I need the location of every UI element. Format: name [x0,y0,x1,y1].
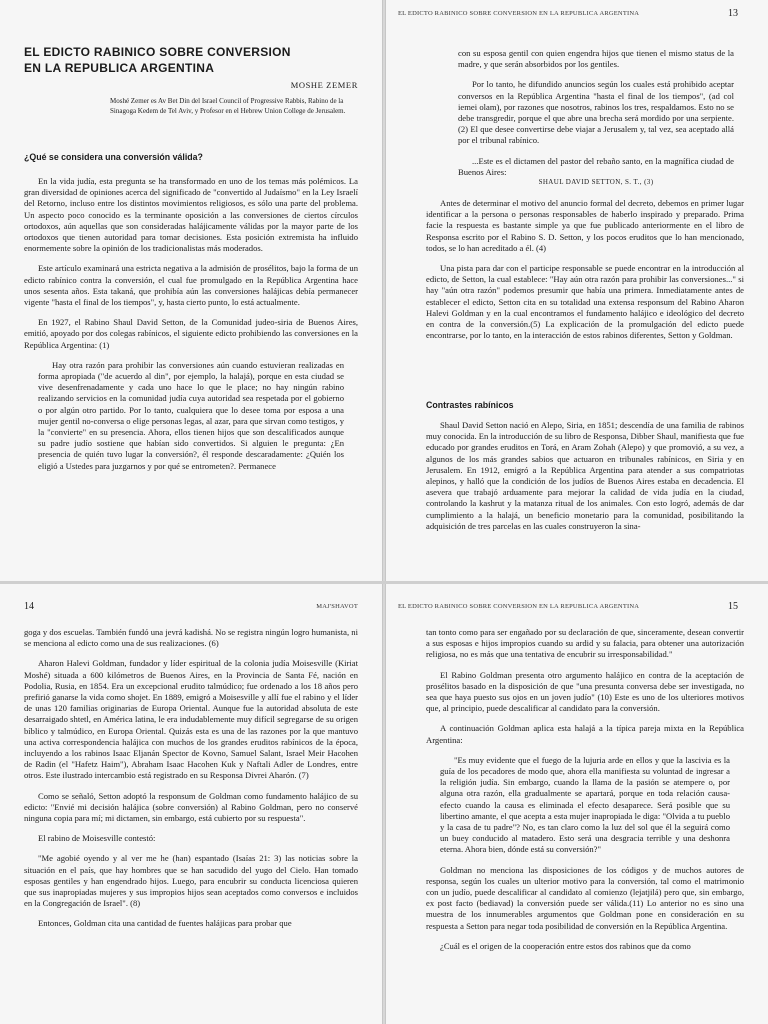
paragraph: ¿Cuál es el origen de la cooperación entre estos dos rabinos que da como [440,940,691,951]
paragraph: Este artículo examinará una estricta negativa a la admisión de prosélitos, bajo la forma de un edicto rabínico contra la conversión, el cual fue promulgado en la República Argentina hace unos sesenta años. Esta takaná, que prohibía aún las conversiones halájicas debía permanecer vigente "hasta el final de los tiempos", y, hasta cierto punto, lo está actualmente. [24,263,358,308]
paragraph: El rabino de Moisesville contestó: [38,833,156,844]
quote-paragraph: ...Este es el dictamen del pastor del rebaño santo, en la magnífica ciudad de Buenos Aires: [458,155,734,177]
body-text-2 [426,420,744,541]
page-number: 14 [24,601,34,612]
page-opening [0,0,382,583]
quote-continuation [458,48,734,187]
page-15 [386,583,768,1024]
body-text [426,627,744,961]
title-line-1: EL EDICTO RABINICO SOBRE CONVERSION [24,45,291,59]
section-heading-2 [426,400,744,410]
goldman-quote: "Es muy evidente que el fuego de la lujuria arde en ellos y que la lascivia es la guía de los pecadores de modo que, ahora ella manifiesta su voluntad de ingresar a la religión judía. Sin embargo, cuando la llama de la pasión se atempere o, por alguna otra razón, ella gradualmente se apartará, porque en toda relación causa-efecto cuando la causa es eliminada el efecto desaparece. Será posible que su libertino amante, el que acepta a esta mujer inapropiada le diga: "Olvida a tu pueblo y la casa de tu padre"? No, es tan claro como la luz del sol que él la seguirá como un buey conducido al matadero. Esto será una desgracia terrible y una deshonra eterna. Ahora bien, dónde está su conversión?" [440,754,730,855]
scan-seam [0,581,768,584]
author-bio: Moshé Zemer es Av Bet Din del Israel Council of Progressive Rabbis, Rabino de la Sinagoga Kedem de Tel Aviv, y Profesor en el Hebrew Union College de Jerusalem. [110,97,346,115]
article-title [24,44,344,76]
quote-paragraph: Por lo tanto, he difundido anuncios según los cuales está prohibido aceptar conversos en la República Argentina "hasta el final de los tiempos", (ad col iemei olam), por razones que nosotros, rabinos los tres, respaldamos. Esto no se debe transgredir, porque el que abre una brecha será mordido por una serpiente. (2) El que desee convertirse debe viajar a Jerusalem y, tal vez, sea aceptado allá por el tribunal rabínico. [458,79,734,146]
title-line-2: EN LA REPUBLICA ARGENTINA [24,61,215,75]
body-text [24,627,358,939]
paragraph: Goldman no menciona las disposiciones de los códigos y de muchos autores de responsa, según los cuales un ulterior motivo para la conversión, tal como el matrimonio con un judío, puede descalificar al candidato al comienzo (lejatjilá) pero que, sin embargo, ex post facto (bediavad) la conversión puede ser válida.(11) Lo anterior no es sino una muestra de los innumerables argumentos que Goldman pone en consideración en su respuesta a Setton para negar toda posibilidad de conversión en la República Argentina. [426,864,744,931]
running-head: MAJ'SHAVOT [316,603,358,610]
paragraph: Entonces, Goldman cita una cantidad de fuentes halájicas para probar que [38,918,292,929]
quote-paragraph: con su esposa gentil con quien engendra hijos que tienen el mismo status de la madre, y que serán absorbidos por los gentiles. [458,48,734,70]
paragraph: tan tonto como para ser engañado por su declaración de que, sinceramente, desean convertir a sus esposas e hijos impropios cuando su ardid y su falacia, para obtener una autorización religiosa, no es más que una tentativa de encubrir su irresponsabilidad." [426,627,744,660]
author-name: MOSHE ZEMER [290,80,358,90]
paragraph: Aharon Halevi Goldman, fundador y líder espiritual de la colonia judía Moisesville (Kiriat Moshé) situada a 600 kilómetros de Buenos Aires, en la Provincia de Santa Fé, nación en Podolia, Rusia, en 1854. Era un excepcional erudito talmúdico; fue ordenado a los 18 años pero prefirió ganarse la vida como shojet. En 1889, emigró a Moisesville y allí fue el rabino y el líder de unas 120 familias originarias de Europa Oriental. Aunque fue la autoridad absoluta de este desarraigado shtetl, en América latina, le era indudablemente muy difícil segregarse de su origen bíblico y talmúdico, en Europa Oriental. Quizás esta es una de las razones por la que mantuvo una activa correspondencia halájica con muchos de los grandes eruditos rabínicos de la época, incluyendo a los rabinos Isaac Eljanán Spector de Kovno, Samuel Salant, Israel Meir Hacohen de Radin (el "Hafetz Haim"), Abraham Isaac Hacohen Kuk y Naftali Adler de Londres, entre otros. Este ilustrado intercambio está registrado en su Responsa Divrei Aharón. (7) [24,658,358,781]
paragraph: A continuación Goldman aplica esta halajá a la típica pareja mixta en la República Argentina: [426,723,744,745]
paragraph: goga y dos escuelas. También fundó una jevrá kadishá. No se registra ningún logro humanista, ni se menciona al edicto como una de sus realizaciones. (6) [24,627,358,649]
body-text [24,176,358,481]
page-13 [386,0,768,583]
running-head: EL EDICTO RABINICO SOBRE CONVERSION EN LA REPUBLICA ARGENTINA [398,10,640,17]
page-number: 13 [728,8,738,19]
paragraph: Shaul David Setton nació en Alepo, Siria, en 1851; descendía de una familia de rabinos muy conocida. En la introducción de su libro de Responsa, Dibber Shaul, manifiesta que fue educado por grandes eruditos en Torá, en Aram Zohah (Alepo) y que promovió, a su vez, a algunos de los más grandes sabios que actuaron en tribunales rabínicos, en Siria y en Jerusalem. En 1912, emigró a la República Argentina para atender a sus compatriotas alepinos, y halló que la condición de los judíos de Buenos Aires estaba en decadencia. El asevera que trabajó arduamente para mejorar la calidad de vida judía en la ciudad, controlando la kashrut y la matanza ritual de los animales. Con esto logró, además de dar cumplimiento a la halajá, un beneficio monetario para la comunidad, posibilitando la adquisición de tres parcelas en las cuales construyeron la sina- [426,420,744,531]
edict-quote: Hay otra razón para prohibir las conversiones aún cuando estuvieran realizadas en forma apropiada ("de acuerdo al din", por ejemplo, la halajá), porque en esta ciudad se vive desenfrenadamente y cada uno hace lo que le place; no hay ningún rabino realizando servicios en la comunidad judía cuya autoridad sea respetada por el gobierno o por algún otro partido. Por lo tanto, cualquiera que lo desee toma por esposa a una mujer gentil no-conversa o elige personas legas, al azar, para que sirvan como testigos, y la "convierte" en su presencia. Ahora, ellos tienen hijos que son descalificados aunque su padre judío sostiene que habían sido convertidos. Si alguien le pregunta: ¿En presencia de quién tuvo lugar la conversión?, él responde descaradamente: ¿Quién los eligió a Ustedes para juzgarnos y por qué se entrometen?. Permanece [38,359,344,471]
page-number: 15 [728,601,738,612]
page-14 [0,583,382,1024]
section-heading-text: ¿Qué se considera una conversión válida? [24,152,203,162]
paragraph: En la vida judía, esta pregunta se ha transformado en uno de los temas más polémicos. La gran diversidad de opiniones acerca del significado de "convertido al Judaísmo" en la Ley Israelí del Retorno, incluso entre los distintos movimientos religiosos, es sólo una parte del problema. Un aspecto poco conocido es la terminante oposición a las conversiones de ciertos círculos ortodoxos, aún aquellas que son consideradas halájicamente válidas por la mayor parte de los ortodoxos que tienen autoridad para tomar decisiones. Esta posición extremista ha influido enormemente sobre la opinión de los tradicionalistas más moderados. [24,176,358,254]
section-heading-text: Contrastes rabínicos [426,400,514,410]
book-gutter [382,0,386,1024]
paragraph: "Me agobié oyendo y al ver me he (han) espantado (Isaías 21: 3) las noticias sobre la situación en el país, que hay hombres que se han sacudido del yugo del Cielo. Han tomado esposas gentiles y han engendrado hijos. Luego, para encubrir su conducta licenciosa quieren que sus inapropiadas mujeres y sus impropios hijos sean aceptados como conversos e incluidos en la Congregación de Israel". (8) [24,853,358,909]
running-head: EL EDICTO RABINICO SOBRE CONVERSION EN LA REPUBLICA ARGENTINA [398,603,640,610]
section-heading-1 [24,152,358,162]
paragraph: Como se señaló, Setton adoptó la responsum de Goldman como fundamento halájico de su edicto: "Envié mi decisión halájica (sobre conversión) al Rabino Goldman, pero no conservé ninguna copia para mí; mi dictamen, sin embargo, está cubierto por su respuesta". [24,790,358,824]
paragraph: Antes de determinar el motivo del anuncio formal del decreto, debemos en primer lugar identificar a la persona o personas responsables de haberlo inspirado y preparado. Prima facie la respuesta es bastante simple ya que fue publicado anteriormente en el libro de Responsa escrito por el Rabino S. D. Setton, y los pocos eruditos que lo han mencionado, todos, se lo han acreditado a él. (4) [426,198,744,253]
body-text [426,198,744,350]
paragraph: El Rabino Goldman presenta otro argumento halájico en contra de la aceptación de prosélitos basado en la disposición de que "una presunta conversa debe ser investigada, no sea que haya puesto sus ojos en un joven judío" (10) Este es uno de los ulteriores motivos que, al principio, puede descalificar al candidato para la conversión. [426,669,744,714]
paragraph: Una pista para dar con el participe responsable se puede encontrar en la introducción al edicto, de Setton, la cual establece: "Hay aún otra razón para prohibir las conversiones..." si hay "aún otra razón" podemos presumir que había una primera. Inmediatamente antes de establecer el edicto, Setton cita en su totalidad una extensa responsum del Rabino Aharon Halevi Goldman y en la cual encontramos el fundamento halájico e ideológico del decreto en contra de la conversión.(5) La explicación de la promulgación del edicto puede encontrarse, por lo tanto, en la interacción de estos rabinos diferentes, Setton y Goldman. [426,263,744,341]
signature: SHAUL DAVID SETTON, S. T., (3) [538,178,654,186]
paragraph: En 1927, el Rabino Shaul David Setton, de la Comunidad judeo-siria de Buenos Aires, emitió, apoyado por dos colegas rabínicos, el siguiente edicto prohibiendo las conversiones en la República Argentina: (1) [24,317,358,350]
